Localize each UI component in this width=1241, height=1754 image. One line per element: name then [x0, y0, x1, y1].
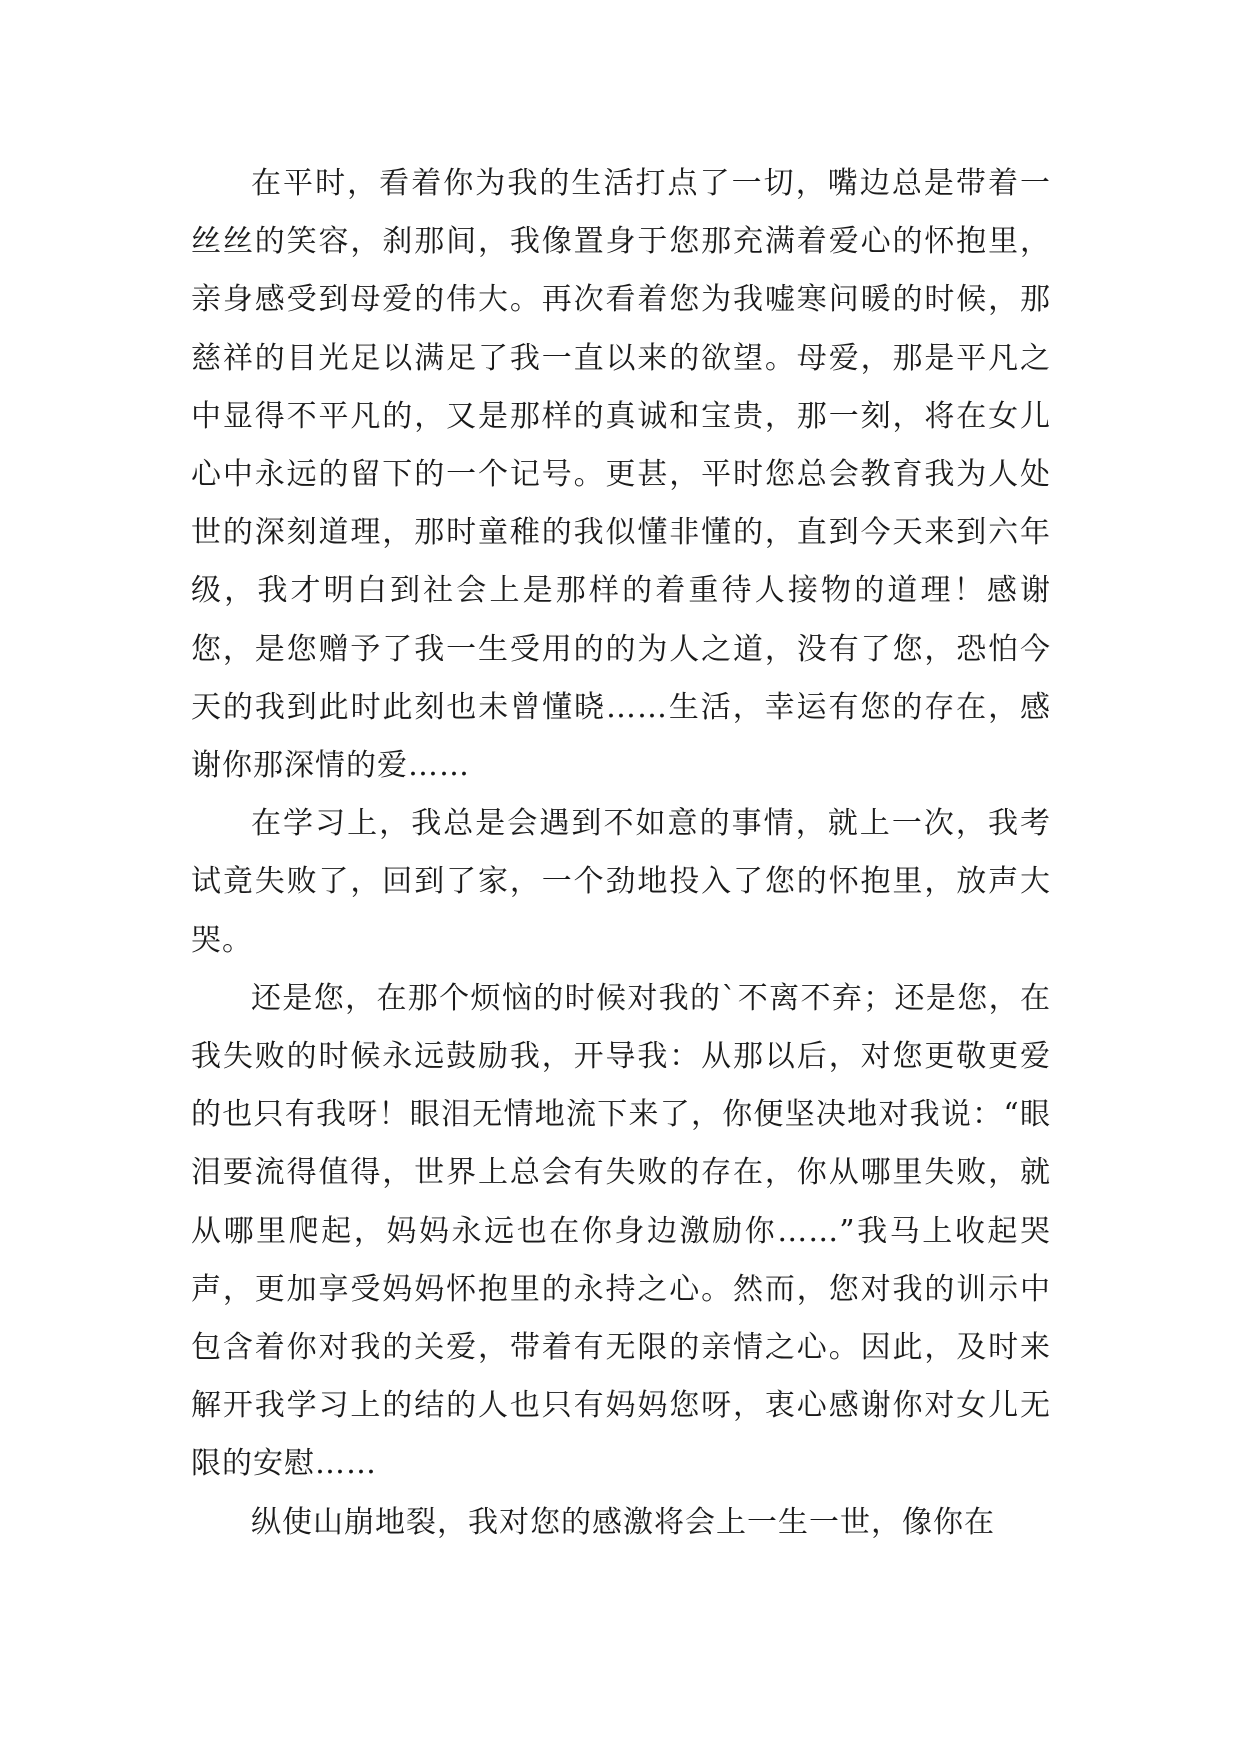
- paragraph-1: 在平时，看着你为我的生活打点了一切，嘴边总是带着一丝丝的笑容，刹那间，我像置身于您那充满着爱心的怀抱里，亲身感受到母爱的伟大。再次看着您为我嘘寒问暖的时候，那慈祥的目光足以满足了我一直以来的欲望。母爱，那是平凡之中显得不平凡的，又是那样的真诚和宝贵，那一刻，将在女儿心中永远的留下的一个记号。更甚，平时您总会教育我为人处世的深刻道理，那时童稚的我似懂非懂的，直到今天来到六年级，我才明白到社会上是那样的着重待人接物的道理！感谢您，是您赠予了我一生受用的的为人之道，没有了您，恐怕今天的我到此时此刻也未曾懂晓……生活，幸运有您的存在，感谢你那深情的爱……: [191, 166, 1051, 784]
- paragraph-2: 在学习上，我总是会遇到不如意的事情，就上一次，我考试竟失败了，回到了家，一个劲地投入了您的怀抱里，放声大哭。: [191, 806, 1051, 958]
- document-body: [191, 155, 1051, 1552]
- paragraph-3: 还是您，在那个烦恼的时候对我的`不离不弃；还是您，在我失败的时候永远鼓励我，开导我：从那以后，对您更敬更爱的也只有我呀！眼泪无情地流下来了，你便坚决地对我说：“眼泪要流得值得，世界上总会有失败的存在，你从哪里失败，就从哪里爬起，妈妈永远也在你身边激励你……”我马上收起哭声，更加享受妈妈怀抱里的永持之心。然而，您对我的训示中包含着你对我的关爱，带着有无限的亲情之心。因此，及时来解开我学习上的结的人也只有妈妈您呀，衷心感谢你对女儿无限的安慰……: [191, 980, 1051, 1482]
- paragraph-4: 纵使山崩地裂，我对您的感激将会上一生一世，像你在: [251, 1504, 995, 1540]
